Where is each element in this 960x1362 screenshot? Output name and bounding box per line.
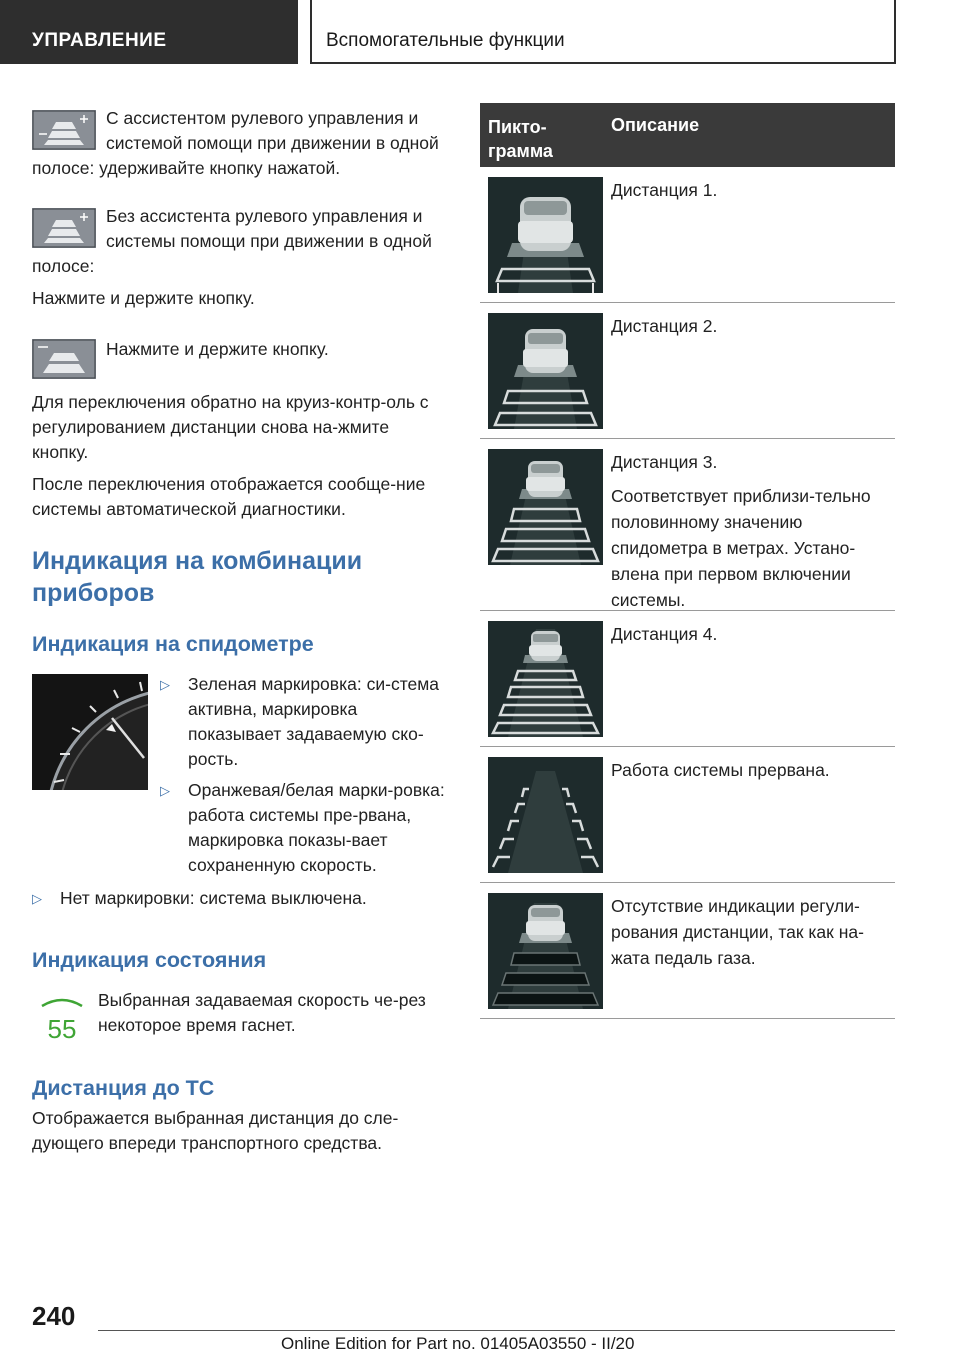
table-row bbox=[480, 883, 895, 1019]
para-1: С ассистентом рулевого управления и системой помощи при движении в одной полосе: удерживайте кнопку нажатой. bbox=[32, 108, 439, 178]
pictogram-table bbox=[480, 103, 895, 1019]
para-3: Нажмите и держите кнопку. bbox=[32, 288, 255, 308]
bullet-no-marking: ▷ Нет маркировки: система выключена. bbox=[32, 886, 448, 911]
distance-1-pictogram bbox=[488, 177, 603, 293]
distance-text: Отображается выбранная дистанция до сле-дующего впереди транспортного средства. bbox=[32, 1108, 399, 1153]
para-2: Без ассистента рулевого управления и системы помощи при движении в одной полосе: bbox=[32, 206, 432, 276]
table-row bbox=[480, 611, 895, 747]
bullet-green-marking: ▷ Зеленая маркировка: си-стема активна, маркировка показывает задаваемую ско-рость. bbox=[160, 674, 440, 769]
page-header bbox=[0, 0, 960, 66]
heading-status: Индикация состояния bbox=[32, 948, 267, 972]
table-header bbox=[480, 103, 895, 167]
distance-4-pictogram bbox=[488, 621, 603, 737]
system-interrupted-text: Работа системы прервана. bbox=[611, 760, 830, 780]
para-6: После переключения отображается сообще-ние системы автоматической диагностики. bbox=[32, 474, 426, 519]
table-row bbox=[480, 167, 895, 303]
chapter-label: Вспомогательные функции bbox=[310, 0, 896, 64]
accelerator-pressed-pictogram bbox=[488, 893, 603, 1009]
para-with-steering-assist bbox=[32, 106, 448, 181]
system-interrupted-pictogram bbox=[488, 757, 603, 873]
speedometer-image bbox=[32, 674, 148, 790]
para-without-steering-assist bbox=[32, 204, 448, 279]
bullet-triangle-icon: ▷ bbox=[160, 677, 170, 692]
distance-1-text: Дистанция 1. bbox=[611, 180, 718, 200]
bullet-orange-marking: ▷ Оранжевая/белая марки-ровка: работа системы пре-рвана, маркировка показы-вает сохраненную скорость. bbox=[160, 780, 445, 875]
set-speed-icon bbox=[36, 994, 88, 1042]
footer-divider bbox=[98, 1330, 895, 1331]
lane-assist-plus-icon bbox=[32, 110, 96, 150]
para-acc-button bbox=[32, 335, 448, 379]
accelerator-pressed-text: Отсутствие индикации регули-рования дистанции, так как на-жата педаль газа. bbox=[611, 896, 864, 968]
distance-2-pictogram bbox=[488, 313, 603, 429]
table-row bbox=[480, 303, 895, 439]
distance-3-text: Дистанция 3. Соответствует приблизи-тельно половинному значению спидометра в метрах. Устано-влена при первом включении системы. bbox=[611, 449, 891, 613]
para-5: Для переключения обратно на круиз-контр-оль с регулированием дистанции снова на-жмите кнопку. bbox=[32, 392, 429, 462]
distance-4-text: Дистанция 4. bbox=[611, 624, 718, 644]
col-header-description: Описание bbox=[611, 115, 700, 135]
distance-3-note: Соответствует приблизи-тельно половинному значению спидометра в метрах. Устано-влена при первом включении системы. bbox=[611, 486, 871, 610]
bullet-triangle-icon: ▷ bbox=[32, 891, 42, 906]
status-text: Выбранная задаваемая скорость че-рез некоторое время гаснет. bbox=[98, 990, 426, 1035]
bullet-triangle-icon: ▷ bbox=[160, 783, 170, 798]
table-row bbox=[480, 439, 895, 611]
col-header-pictogram: Пикто-грамма bbox=[488, 117, 553, 161]
svg-text:55: 55 bbox=[47, 1014, 77, 1042]
para-4: Нажмите и держите кнопку. bbox=[106, 339, 329, 359]
distance-3-pictogram bbox=[488, 449, 603, 565]
lane-assist-icon bbox=[32, 208, 96, 248]
heading-cluster-display: Индикация на комбинации приборов bbox=[32, 547, 363, 607]
heading-speedometer: Индикация на спидометре bbox=[32, 632, 314, 656]
distance-2-text: Дистанция 2. bbox=[611, 316, 718, 336]
table-row bbox=[480, 747, 895, 883]
heading-distance: Дистанция до ТС bbox=[32, 1076, 215, 1100]
acc-distance-icon bbox=[32, 339, 96, 379]
footer-edition: Online Edition for Part no. 01405A03550 - II/20 bbox=[281, 1334, 635, 1353]
page-number: 240 bbox=[32, 1301, 76, 1331]
section-label: УПРАВЛЕНИЕ bbox=[0, 0, 298, 64]
